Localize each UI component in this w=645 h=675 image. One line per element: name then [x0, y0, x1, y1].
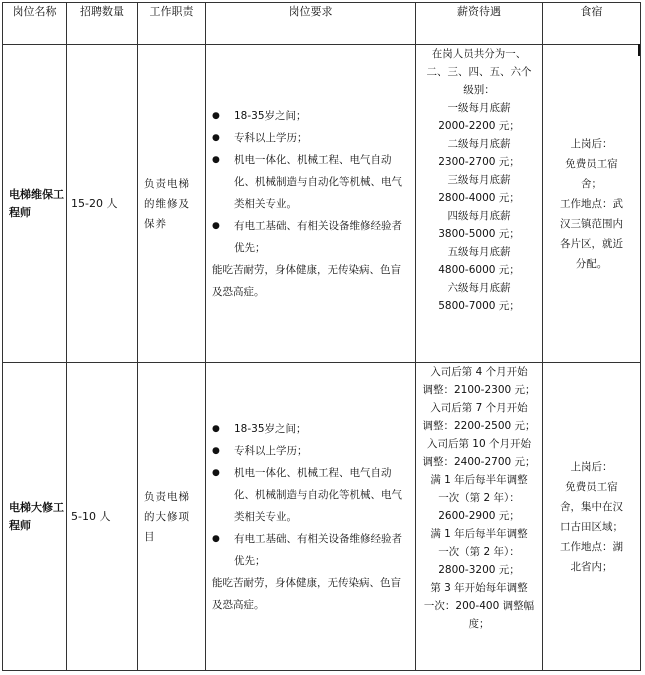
accommodation-line: 免费员工宿: [565, 157, 618, 170]
salary-line: 满 1 年后每半年调整: [430, 528, 528, 540]
recruitment-table: [2, 2, 641, 671]
requirement-extra: 能吃苦耐劳，身体健康，无传染病、色盲及恐高症。: [212, 576, 401, 611]
salary-line: 入司后第 4 个月开始: [430, 366, 528, 378]
position-name: 电梯大修工程师: [3, 363, 67, 671]
salary-line: 3800-5000 元；: [438, 228, 520, 240]
hiring-count: 15-20 人: [67, 45, 138, 363]
salary-line: 在岗人员共分为一、: [431, 48, 527, 60]
salary-line: 调整：2200-2500 元；: [422, 420, 536, 432]
job-duty: 负责电梯的维修及保养: [138, 45, 206, 363]
accommodation-info: [543, 45, 641, 363]
accommodation-line: 北省内；: [570, 560, 613, 573]
accommodation-line: 上岗后：: [570, 460, 613, 473]
salary-line: 2800-3200 元；: [438, 564, 520, 576]
salary-line: 2600-2900 元；: [438, 510, 520, 522]
accommodation-line: 工作地点：武: [560, 197, 623, 210]
accommodation-line: 分配。: [575, 257, 608, 270]
requirement-item: ● 机电一体化、机械工程、电气自动化、机械制造与自动化等机械、电气类相关专业。: [212, 149, 411, 215]
requirement-item: ● 机电一体化、机械工程、电气自动化、机械制造与自动化等机械、电气类相关专业。: [212, 462, 411, 528]
accommodation-line: 舍；: [581, 177, 602, 190]
salary-line: 二级每月底薪: [447, 138, 511, 150]
salary-line: 满 1 年后每半年调整: [430, 474, 528, 486]
salary-line: 2800-4000 元；: [438, 192, 520, 204]
salary-line: 一次（第 2 年）：: [438, 492, 520, 504]
salary-line: 4800-6000 元；: [438, 264, 520, 276]
salary-line: 第 3 年开始每年调整: [430, 582, 528, 594]
header-count: 招聘数量: [67, 3, 138, 45]
requirement-extra: 能吃苦耐劳，身体健康，无传染病、色盲及恐高症。: [212, 263, 401, 298]
salary-line: 一次（第 2 年）：: [438, 546, 520, 558]
salary-line: 入司后第 10 个月开始: [426, 438, 532, 450]
job-duty: 负责电梯的大修项目: [138, 363, 206, 671]
edge-mark: [638, 44, 640, 56]
salary-info: [416, 45, 543, 363]
requirement-item: ● 有电工基础、有相关设备维修经验者优先；: [212, 528, 411, 572]
accommodation-line: 各片区，就近: [560, 237, 623, 250]
salary-line: 一级每月底薪: [447, 102, 511, 114]
salary-line: 5800-7000 元；: [438, 300, 520, 312]
salary-line: 一次：200-400 调整幅: [423, 600, 535, 612]
salary-line: 级别：: [463, 84, 495, 96]
header-salary: 薪资待遇: [416, 3, 543, 45]
table-row: [3, 45, 641, 363]
table-row: [3, 363, 641, 671]
hiring-count: 5-10 人: [67, 363, 138, 671]
salary-line: 三级每月底薪: [447, 174, 511, 186]
header-requirements: 岗位要求: [206, 3, 416, 45]
accommodation-line: 工作地点：湖: [560, 540, 623, 553]
requirement-item: ● 18-35岁之间；: [212, 418, 411, 440]
accommodation-info: [543, 363, 641, 671]
job-requirements: [206, 45, 416, 363]
requirement-item: ● 18-35岁之间；: [212, 105, 411, 127]
accommodation-line: 上岗后：: [570, 137, 613, 150]
salary-line: 2300-2700 元；: [438, 156, 520, 168]
accommodation-line: 舍，集中在汉: [560, 500, 623, 513]
header-duty: 工作职责: [138, 3, 206, 45]
requirement-item: ● 专科以上学历；: [212, 127, 411, 149]
salary-line: 2000-2200 元；: [438, 120, 520, 132]
salary-line: 入司后第 7 个月开始: [430, 402, 528, 414]
salary-line: 二、三、四、五、六个: [426, 66, 532, 78]
requirement-item: ● 有电工基础、有相关设备维修经验者优先；: [212, 215, 411, 259]
salary-line: 度；: [468, 618, 490, 630]
salary-line: 五级每月底薪: [447, 246, 511, 258]
accommodation-line: 免费员工宿: [565, 480, 618, 493]
requirement-item: ● 专科以上学历；: [212, 440, 411, 462]
salary-line: 调整：2100-2300 元；: [422, 384, 536, 396]
salary-line: 六级每月底薪: [447, 282, 511, 294]
salary-line: 调整：2400-2700 元；: [422, 456, 536, 468]
header-row: [3, 3, 641, 45]
header-accommodation: 食宿: [543, 3, 641, 45]
accommodation-line: 汉三镇范围内: [560, 217, 623, 230]
position-name: 电梯维保工 程师: [3, 45, 67, 363]
salary-info: [416, 363, 543, 671]
job-requirements: [206, 363, 416, 671]
salary-line: 四级每月底薪: [447, 210, 511, 222]
accommodation-line: 口古田区域；: [560, 520, 623, 533]
header-position: 岗位名称: [3, 3, 67, 45]
